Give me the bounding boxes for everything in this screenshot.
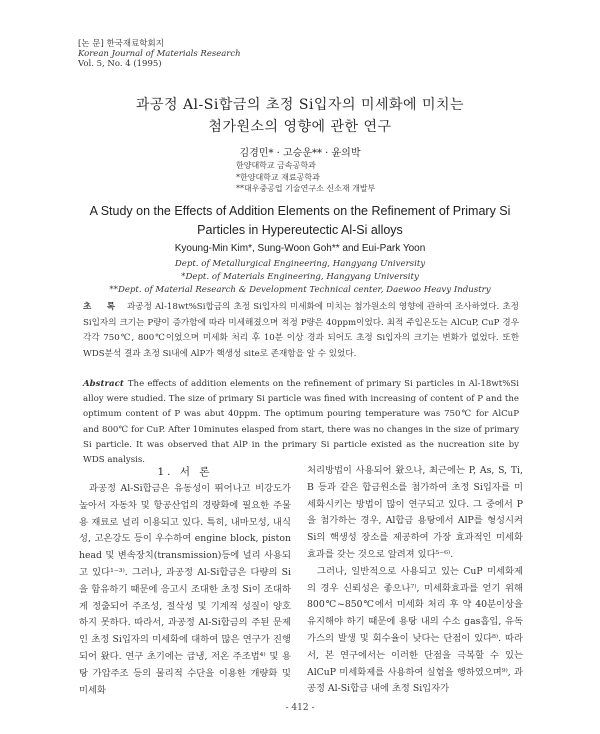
affiliations-korean xyxy=(236,160,375,195)
title-ko-line1: 과공정 Al-Si합금의 초정 Si입자의 미세화에 미치는 xyxy=(135,97,465,113)
title-ko-line2: 첨가원소의 영향에 관한 연구 xyxy=(208,119,392,135)
body-column-left xyxy=(79,481,291,699)
abstract-english xyxy=(83,377,519,468)
journal-volume: Vol. 5, No. 4 (1995) xyxy=(78,59,162,69)
paragraph: 과공정 Al-Si합금은 유동성이 뛰어나고 비강도가 높아서 자동차 및 항공산업의 경량화에 필요한 주물용 재료로 널리 이용되고 있다. 특히, 내마모성, 내식성, 고온강도 등이 우수하여 engine block, piston head 및 변속장치(transmission)등에 널리 사용되고 있다¹⁻³⁾. 그러나, 과공정 Al-Si합금은 다량의 Si을 함유하기 때문에 응고시 조대한 초정 Si이 조대하게 정출되어 주조성, 절삭성 및 기계적 성질이 양호하지 못하다. 따라서, 과공정 Al-Si합금의 주된 문제인 초정 Si입자의 미세화에 대하여 많은 연구가 진행되어 왔다. 연구 초기에는 급냉, 저온 주조법⁴⁾ 및 용탕 가압주조 등의 물리적 수단을 이용한 개량화 및 미세화 xyxy=(79,483,291,696)
authors-english: Kyoung-Min Kim*, Sung-Woon Goh** and Eui-Park Yoon xyxy=(174,243,426,254)
affiliation-en-1: Dept. of Metallurgical Engineering, Hangyang University xyxy=(174,259,426,269)
title-en-line1: A Study on the Effects of Addition Elements on the Refinement of Primary Si xyxy=(89,204,511,218)
abstract-ko-text: 과공정 Al-18wt%Si합금의 초정 Si입자의 미세화에 미치는 첨가원소의 영향에 관하여 조사하였다. 초정Si입자의 크기는 P량이 증가함에 따라 미세해졌으며 적정 P량은 40ppm이었다. 최적 주입온도는 AlCuP, CuP 경우 각각 750℃, 800℃이었으며 미세화 처리 후 10분 이상 경과 되어도 초정 Si입자의 크기는 변화가 없었다. 또한 WDS분석 결과 초정 Si내에 AlP가 핵생성 site로 존재함을 알 수 있었다. xyxy=(83,302,519,359)
body-column-right xyxy=(307,463,523,698)
authors-korean: 김경민* · 고승운** · 윤의박 xyxy=(239,148,361,159)
affiliation-ko-1: 한양대학교 금속공학과 xyxy=(236,161,316,170)
title-en-line2: Particles in Hypereutectic Al-Si alloys xyxy=(197,223,403,237)
affiliations-english xyxy=(0,258,600,297)
paragraph: 처리방법이 사용되어 왔으나, 최근에는 P, As, S, Ti, B 등과 같은 합금원소를 첨가하여 초정 Si입자를 미세화시키는 방법이 많이 연구되고 있다. 그 중에서 P을 첨가하는 경우, Al합금 용탕에서 AlP를 형성시켜 Si의 핵생성 장소를 제공하여 가장 효과적인 미세화 효과를 갖는 것으로 알려져 있다⁵⁻⁶⁾. xyxy=(307,465,523,560)
page-number: - 412 - xyxy=(285,703,315,713)
journal-header-kind: [논 문] 한국재료학회지 xyxy=(78,39,164,49)
paper-title-korean xyxy=(0,94,600,138)
abstract-korean xyxy=(83,300,519,362)
paragraph: 그러나, 일반적으로 사용되고 있는 CuP 미세화제의 경우 신뢰성은 좋으나⁷⁾, 미세화효과를 얻기 위해 800℃~850℃에서 미세화 처리 후 약 40분이상을 유지해야 하기 때문에 용탕 내의 수소 gas흡입, 유독가스의 발생 및 회수율이 낮다는 단점이 있다⁸⁾. 따라서, 본 연구에서는 이러한 단점을 극복할 수 있는 AlCuP 미세화제를 사용하여 실험을 행하였으며⁹⁾, 과공정 Al-Si합금 내에 초정 Si입자가 xyxy=(307,565,523,695)
abstract-en-text: The effects of addition elements on the refinement of primary Si particles in Al-18wt%Si alloy were studied. The size of primary Si particle was fined with increasing of content of P and the optimum content of P was abut 40ppm. The optimum pouring temperature was 750℃ for AlCuP and 800℃ for CuP. After 10minutes elasped from start, there was no changes in the size of primary Si particle. It was observed that AlP in the primary Si particle existed as the nucreation site by WDS analysis. xyxy=(83,379,519,466)
affiliation-ko-3: **대우중공업 기술연구소 신소재 개발부 xyxy=(236,184,376,193)
journal-header xyxy=(78,39,241,69)
affiliation-en-3: **Dept. of Material Research & Development Technical center, Daewoo Heavy Industry xyxy=(109,285,491,295)
section-heading-introduction: 1. 서 론 xyxy=(157,466,213,478)
abstract-ko-label: 초 록 xyxy=(83,302,121,312)
paper-title-english xyxy=(0,202,600,240)
abstract-en-label: Abstract xyxy=(83,379,124,389)
affiliation-ko-2: *한양대학교 재료공학과 xyxy=(236,172,320,182)
affiliation-en-2: *Dept. of Materials Engineering, Hangyang University xyxy=(181,272,419,282)
journal-name: Korean Journal of Materials Research xyxy=(78,49,241,59)
